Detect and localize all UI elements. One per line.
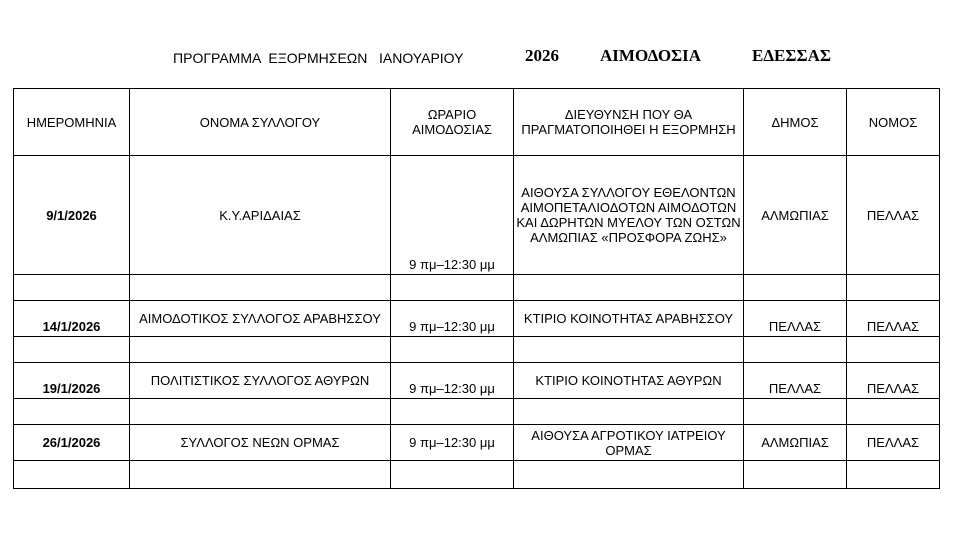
cell-municipality: ΑΛΜΩΠΙΑΣ: [744, 156, 847, 275]
cell-municipality: ΑΛΜΩΠΙΑΣ: [744, 425, 847, 461]
header-address: ΔΙΕΥΘΥΝΣΗ ΠΟΥ ΘΑ ΠΡΑΓΜΑΤΟΠΟΙΗΘΕΙ Η ΕΞΟΡΜΗΣΗ: [514, 89, 744, 156]
cell-hours: 9 πμ–12:30 μμ: [391, 301, 514, 337]
title-year: 2026: [525, 46, 559, 65]
cell-municipality: ΠΕΛΛΑΣ: [744, 301, 847, 337]
table-row: [14, 301, 940, 337]
table-spacer-row: [14, 275, 940, 301]
table-row: [14, 425, 940, 461]
cell-date: 14/1/2026: [14, 301, 130, 337]
cell-address: ΑΙΘΟΥΣΑ ΣΥΛΛΟΓΟΥ ΕΘΕΛΟΝΤΩΝ ΑΙΜΟΠΕΤΑΛΙΟΔΟΤΩΝ ΑΙΜΟΔΟΤΩΝ ΚΑΙ ΔΩΡΗΤΩΝ ΜΥΕΛΟΥ ΤΩΝ ΟΣΤΩΝ ΑΛΜΩΠΙΑΣ «ΠΡΟΣΦΟΡΑ ΖΩΗΣ»: [514, 156, 744, 275]
cell-date: 9/1/2026: [14, 156, 130, 275]
cell-address: ΚΤΙΡΙΟ ΚΟΙΝΟΤΗΤΑΣ ΑΡΑΒΗΣΣΟΥ: [514, 301, 744, 337]
cell-hours: 9 πμ–12:30 μμ: [391, 363, 514, 399]
cell-hours: 9 πμ–12:30 μμ: [391, 425, 514, 461]
cell-prefecture: ΠΕΛΛΑΣ: [847, 363, 940, 399]
cell-hours: 9 πμ–12:30 μμ: [391, 156, 514, 275]
cell-club: ΠΟΛΙΤΙΣΤΙΚΟΣ ΣΥΛΛΟΓΟΣ ΑΘΥΡΩΝ: [130, 363, 391, 399]
cell-prefecture: ΠΕΛΛΑΣ: [847, 156, 940, 275]
header-municipality: ΔΗΜΟΣ: [744, 89, 847, 156]
table-spacer-row: [14, 337, 940, 363]
cell-address: ΑΙΘΟΥΣΑ ΑΓΡΟΤΙΚΟΥ ΙΑΤΡΕΙΟΥ ΟΡΜΑΣ: [514, 425, 744, 461]
cell-club: ΑΙΜΟΔΟΤΙΚΟΣ ΣΥΛΛΟΓΟΣ ΑΡΑΒΗΣΣΟΥ: [130, 301, 391, 337]
table-spacer-row: [14, 399, 940, 425]
header-prefecture: ΝΟΜΟΣ: [847, 89, 940, 156]
title-edessa: ΕΔΕΣΣΑΣ: [752, 46, 831, 65]
cell-date: 26/1/2026: [14, 425, 130, 461]
cell-address: ΚΤΙΡΙΟ ΚΟΙΝΟΤΗΤΑΣ ΑΘΥΡΩΝ: [514, 363, 744, 399]
table-row: [14, 363, 940, 399]
header-hours: ΩΡΑΡΙΟ ΑΙΜΟΔΟΣΙΑΣ: [391, 89, 514, 156]
cell-club: Κ.Υ.ΑΡΙΔΑΙΑΣ: [130, 156, 391, 275]
header-club: ΟΝΟΜΑ ΣΥΛΛΟΓΟΥ: [130, 89, 391, 156]
cell-date: 19/1/2026: [14, 363, 130, 399]
cell-prefecture: ΠΕΛΛΑΣ: [847, 425, 940, 461]
table-header-row: [14, 89, 940, 156]
document-title: [0, 46, 975, 70]
header-date: ΗΜΕΡΟΜΗΝΙΑ: [14, 89, 130, 156]
cell-municipality: ΠΕΛΛΑΣ: [744, 363, 847, 399]
cell-prefecture: ΠΕΛΛΑΣ: [847, 301, 940, 337]
schedule-table: [13, 88, 940, 489]
table-spacer-row: [14, 461, 940, 489]
title-program-label: ΠΡΟΓΡΑΜΜΑ ΕΞΟΡΜΗΣΕΩΝ ΙΑΝΟΥΑΡΙΟΥ: [173, 50, 464, 66]
cell-club: ΣΥΛΛΟΓΟΣ ΝΕΩΝ ΟΡΜΑΣ: [130, 425, 391, 461]
table-row: [14, 156, 940, 275]
title-blood-donation: ΑΙΜΟΔΟΣΙΑ: [600, 46, 702, 65]
